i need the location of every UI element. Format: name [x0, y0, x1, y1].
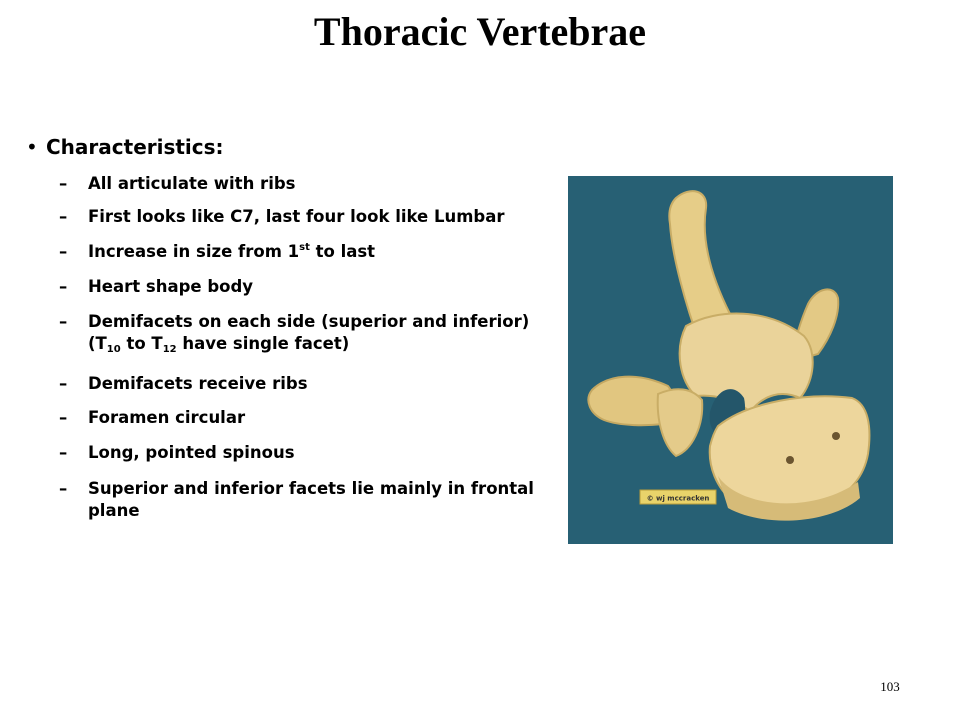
sub-bullet-text: First looks like C7, last four look like Lumbar [88, 207, 505, 226]
characteristics-list [26, 133, 546, 520]
slide-title: Thoracic Vertebrae [313, 9, 647, 54]
main-bullet-label: Characteristics: [46, 135, 224, 159]
sub-bullet-text: Superior and inferior facets lie mainly in frontal plane [88, 479, 534, 520]
dash-marker: – [59, 174, 68, 193]
sub-bullet-text: Heart shape body [88, 277, 254, 296]
vertebra-photo [568, 176, 893, 544]
dash-marker: – [59, 207, 68, 226]
dash-marker: – [59, 277, 68, 296]
dash-marker: – [59, 312, 68, 331]
dash-marker: – [59, 443, 68, 462]
main-bullet [26, 133, 546, 165]
dash-marker: – [59, 408, 68, 427]
bullet-dot: • [26, 135, 38, 159]
sub-bullet-text: Increase in size from 1st to last [88, 242, 376, 261]
sub-bullet-text: Long, pointed spinous [88, 443, 295, 462]
copyright-label: © wj mccracken [646, 494, 710, 503]
dash-marker: – [59, 479, 68, 498]
sub-bullet-text: Demifacets on each side (superior and inferior) ($T_{10}$ to $T_{12}$ have single facet) [88, 312, 530, 355]
page-number: 103 [880, 679, 900, 694]
dash-marker: – [59, 242, 68, 261]
sub-bullet-text: All articulate with ribs [88, 174, 296, 193]
dash-marker: – [59, 374, 68, 393]
sub-bullet-text: Demifacets receive ribs [88, 374, 308, 393]
sub-bullet-text: Foramen circular [88, 408, 246, 427]
